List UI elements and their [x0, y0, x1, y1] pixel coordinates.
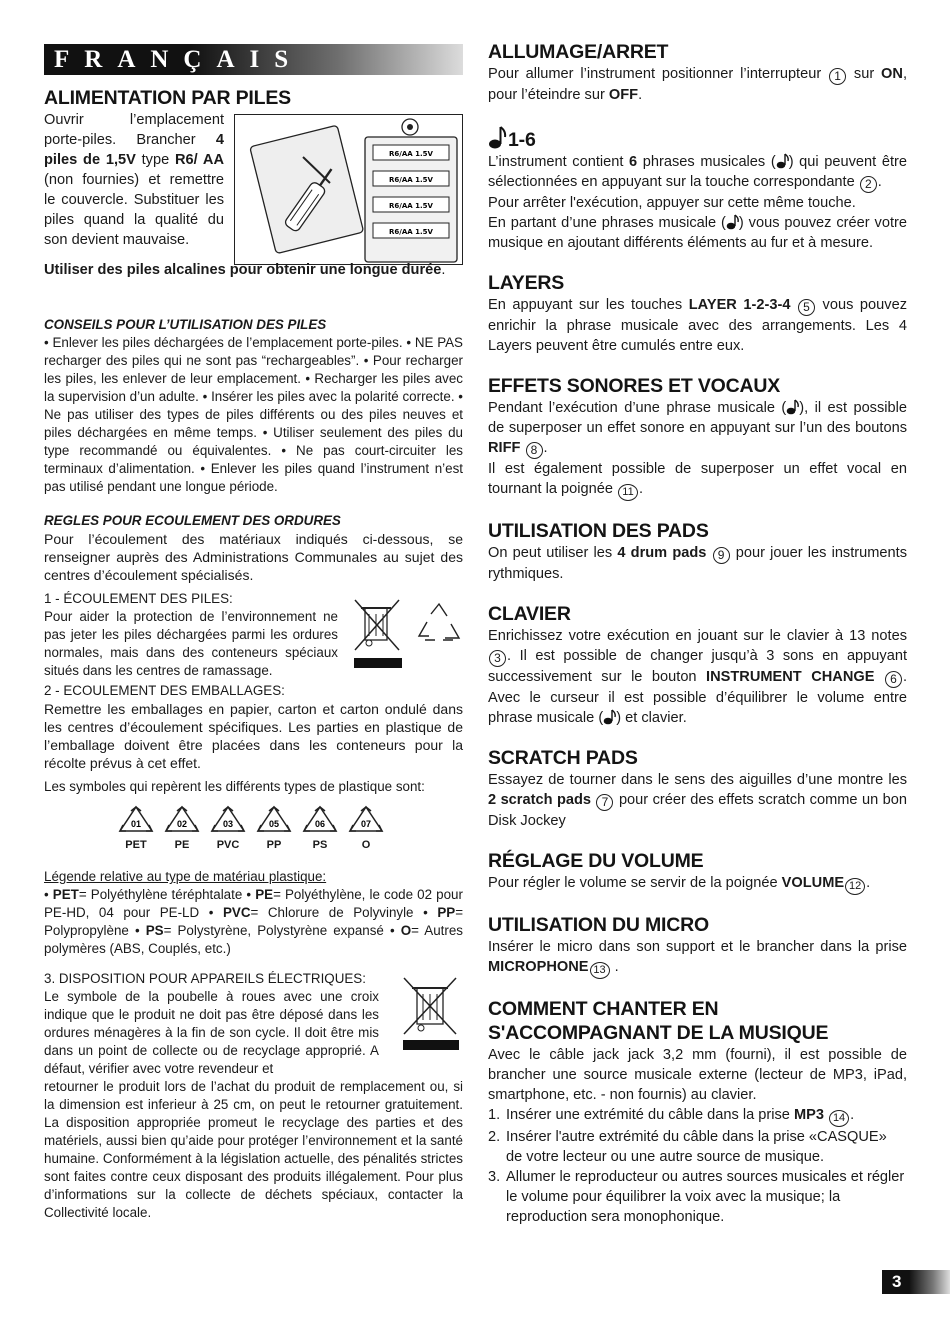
power-text: Pour allumer l’instrument positionner l’interrupteur 1 sur ON, pour l’éteindre sur OFF.: [488, 66, 907, 103]
phrases-text-1: L’instrument contient 6 phrases musicales ( ) qui peuvent être sélectionnées en appuyant sur la touche correspondante 2 .: [488, 154, 907, 191]
recycle-code-pvc: [206, 804, 250, 854]
volume-title: RÉGLAGE DU VOLUME: [488, 850, 704, 872]
control-number-11: 11: [618, 484, 638, 501]
svg-text:05: 05: [268, 819, 280, 829]
legend-item: • PVC= Chlorure de Polyvinyle: [208, 905, 424, 920]
effects-text-1: Pendant l’exécution d’une phrase musicale ( ), il est possible de superposer un effet sonore en appuyant sur l’un des boutons RIFF 8 .: [488, 400, 907, 457]
control-number-3: 3: [489, 650, 506, 667]
music-note-icon: [776, 153, 789, 169]
battery-2: [373, 171, 449, 186]
battery-1-label: R6/AA 1.5V: [389, 150, 433, 158]
weee-bin-icon: [399, 970, 463, 1054]
micro-text: Insérer le micro dans son support et le brancher dans la prise MICROPHONE 13 .: [488, 937, 907, 979]
recycle-triangle-icon: [346, 804, 386, 834]
volume-text: Pour régler le volume se servir de la poignée VOLUME 12 .: [488, 873, 907, 895]
recycle-code-pet: [114, 804, 158, 854]
control-number-7: 7: [596, 794, 613, 811]
recycle-code-label: PVC: [216, 839, 240, 851]
sing-step-1: 1. Insérer une extrémité du câble dans la prise MP3 14 .: [488, 1105, 907, 1127]
music-note-icon: [726, 214, 739, 230]
sing-step-3: 3. Allumer le reproducteur ou autres sources musicales et régler le volume pour équilibrer la voix avec la musique; la reproduction sera monophonique.: [488, 1169, 905, 1225]
phrases-title: 1-6: [488, 125, 907, 152]
battery-3-label: R6/AA 1.5V: [389, 202, 433, 210]
page-number: 3: [882, 1270, 950, 1294]
recycle-code-label: PE: [174, 839, 190, 851]
control-number-8: 8: [526, 442, 543, 459]
effects-title: EFFETS SONORES ET VOCAUX: [488, 375, 781, 397]
recycle-triangle-icon: [254, 804, 294, 834]
crossed-bin-icon: [354, 600, 402, 668]
recycle-bin-icons: [349, 596, 461, 682]
waste-intro: Pour l’écoulement des matériaux indiqués ci-dessous, se renseigner auprès des Administrations Communales au sujet des centres d’écoulement spécialisés.: [44, 531, 463, 583]
scratch-text: Essayez de tourner dans le sens des aiguilles d’une montre les 2 scratch pads 7 pour créer des effets scratch comme un bon Disk Jockey: [488, 772, 907, 829]
recycle-code-o: [344, 804, 388, 854]
battery-figure: [234, 114, 463, 265]
plastic-legend: [44, 886, 463, 958]
control-number-2: 2: [860, 176, 877, 193]
control-number-9: 9: [713, 547, 730, 564]
legend-item: • PET= Polyéthylène téréphtalate: [44, 887, 247, 902]
batteries-warning: Utiliser des piles alcalines pour obtenir une longue durée.: [44, 262, 446, 278]
control-number-13: 13: [590, 962, 610, 979]
music-note-icon: [603, 709, 616, 725]
battery-4: [373, 223, 449, 238]
battery-3: [373, 197, 449, 212]
control-number-12: 12: [845, 878, 865, 895]
legend-item: • PS= Polystyrène, Polystyrène expansé: [134, 923, 390, 938]
electrical-disposal-section: [44, 970, 463, 1222]
batteries-title: ALIMENTATION PAR PILES: [44, 87, 291, 109]
music-note-icon: [786, 399, 799, 415]
svg-text:02: 02: [176, 819, 188, 829]
phrases-text-3: En partant d’une phrases musicale ( ) vous pouvez créer votre musique en ajoutant différents éléments au fur et à mesure.: [488, 215, 907, 251]
music-note-icon: [488, 125, 508, 149]
battery-4-label: R6/AA 1.5V: [389, 228, 433, 236]
recycle-code-ps: [298, 804, 342, 854]
battery-disposal-title: 1 - ÉCOULEMENT DES PILES:: [44, 591, 233, 606]
waste-title: REGLES POUR ECOULEMENT DES ORDURES: [44, 513, 341, 528]
battery-disposal-text: Pour aider la protection de l’environnement ne pas jeter les piles déchargées parmi les ordures normales, mais dans des conteneurs spéciaux situés dans les centres de ramassage.: [44, 609, 338, 678]
advice-title: CONSEILS POUR L’UTILISATION DES PILES: [44, 317, 327, 332]
plastic-codes-row: [114, 804, 463, 854]
recycle-code-label: PS: [312, 839, 328, 851]
left-column: [44, 40, 463, 1222]
svg-text:01: 01: [130, 819, 142, 829]
recycle-code-pp: [252, 804, 296, 854]
battery-2-label: R6/AA 1.5V: [389, 176, 433, 184]
keyboard-title: CLAVIER: [488, 603, 571, 625]
language-banner-text: FRANÇAIS: [54, 46, 304, 73]
legend-item: • PP= Polypropylène: [44, 905, 464, 938]
recycle-triangle-icon: [300, 804, 340, 834]
battery-compartment-illustration: [235, 115, 462, 264]
recycle-triangle-icon: [116, 804, 156, 834]
effects-text-2: Il est également possible de superposer un effet vocal en tournant la poignée 11 .: [488, 459, 907, 501]
sing-step-2: 2. Insérer l'autre extrémité du câble dans la prise «CASQUE» de votre lecteur ou une autre source de musique.: [488, 1129, 887, 1165]
advice-text: • Enlever les piles déchargées de l’emplacement porte-piles. • NE PAS recharger des piles qui ne sont pas “rechargeables”. • Pour recharger les piles, les enlever de leur emplacement. • Recharger les piles avec la supervision d’un adulte. • Insérer les piles avec la polarité correcte. • Ne pas utiliser des types de piles différents ou des piles neuves et piles déchargées en même temps. • Utiliser seulement des piles du type recommandé ou équivalentes. • Ne pas court-circuiter les terminaux d’alimentation. • Enlever les piles quand l’instrument n’est pas utilisé pendant une longue période.: [44, 335, 463, 494]
recycle-code-label: O: [361, 839, 371, 851]
recycle-code-label: PET: [125, 839, 147, 851]
batteries-text: Ouvrir l’emplacement porte-piles. Brancher 4 piles de 1,5V type R6/ AA (non fournies) et remettre le couvercle. Substituer les piles quand la qualité du son devient mauvaise.: [44, 112, 224, 248]
packaging-text: Remettre les emballages en papier, carton et carton ondulé dans les centres d’écoulement spécifiques. Les parties en plastique de l’emballage doivent être placées dans les conteneurs pour la récolte prévus à cet effet.: [44, 701, 463, 771]
legend-item: • PE= Polyéthylène, le code 02 pour PE-HD, 04 pour PE-LD: [44, 887, 463, 920]
electrical-disposal-text-b: retourner le produit lors de l’achat du produit de remplacement ou, si la dimension est inferieur à 25 cm, on peut le retourner gratuitement. La disposition appropriée promeut le recyclage des parties et des matériels, aussi bien qu’aide pour protéger l’environnement et la santé humaine. Conformément à la législation actuelle, des pénalités strictes sont faites contre ceux disposant des produits illégalement. Pour plus d’informations sur la collecte de déchets spéciaux, contacter la Collectivité locale.: [44, 1079, 463, 1220]
electrical-disposal-text-a: Le symbole de la poubelle à roues avec une croix indique que le produit ne doit pas être déposé dans les ordures ménagères à la fin de son cycle. Il doit être mis dans un point de collecte ou de recyclage approprié. A défaut, vérifier avec votre revendeur et: [44, 989, 379, 1076]
recycle-arrows-icon: [419, 604, 459, 640]
layers-title: LAYERS: [488, 272, 565, 294]
control-number-1: 1: [829, 68, 846, 85]
batteries-section: [44, 110, 463, 298]
sing-intro: Avec le câble jack jack 3,2 mm (fourni), il est possible de brancher une source musicale externe (lecteur de MP3, iPad, smartphone, etc. - non fournis) au clavier.: [488, 1047, 907, 1103]
keyboard-text: Enrichissez votre exécution en jouant sur le clavier à 13 notes 3 . Il est possible de changer jusqu’à 3 sons en appuyant successivement sur le bouton INSTRUMENT CHANGE 6 . Avec le curseur il est possible d’équilibrer le volume entre phrase musicale ( ) et clavier.: [488, 628, 908, 726]
svg-text:07: 07: [360, 819, 372, 829]
legend-item: • O= Autres polymères (ABS, Couplés, etc.): [44, 923, 463, 956]
battery-1: [373, 145, 449, 160]
micro-title: UTILISATION DU MICRO: [488, 914, 709, 936]
symbols-intro: Les symboles qui repèrent les différents types de plastique sont:: [44, 779, 425, 794]
legend-title: Légende relative au type de matériau plastique:: [44, 869, 327, 884]
recycle-code-pe: [160, 804, 204, 854]
svg-text:03: 03: [222, 819, 234, 829]
pads-text: On peut utiliser les 4 drum pads 9 pour jouer les instruments rythmiques.: [488, 545, 907, 582]
sing-steps: [488, 1105, 907, 1227]
control-number-6: 6: [885, 671, 902, 688]
electrical-disposal-title: 3. DISPOSITION POUR APPAREILS ÉLECTRIQUES:: [44, 971, 366, 986]
layers-text: En appuyant sur les touches LAYER 1-2-3-4 5 vous pouvez enrichir la phrase musicale avec des arrangements. Les 4 Layers peuvent être cumulés entre eux.: [488, 297, 907, 354]
svg-text:06: 06: [314, 819, 326, 829]
recycle-triangle-icon: [162, 804, 202, 834]
sing-title: COMMENT CHANTER EN S'ACCOMPAGNANT DE LA MUSIQUE: [488, 998, 829, 1044]
recycle-triangle-icon: [208, 804, 248, 834]
battery-disposal-section: [44, 590, 463, 680]
control-number-14: 14: [829, 1110, 849, 1127]
packaging-title: 2 - ECOULEMENT DES EMBALLAGES:: [44, 683, 285, 698]
control-number-5: 5: [798, 299, 815, 316]
pads-title: UTILISATION DES PADS: [488, 520, 709, 542]
right-column: [488, 40, 907, 1227]
power-title: ALLUMAGE/ARRET: [488, 41, 669, 63]
phrases-text-2: Pour arrêter l'exécution, appuyer sur cette même touche.: [488, 195, 856, 211]
scratch-title: SCRATCH PADS: [488, 747, 638, 769]
recycle-code-label: PP: [266, 839, 282, 851]
